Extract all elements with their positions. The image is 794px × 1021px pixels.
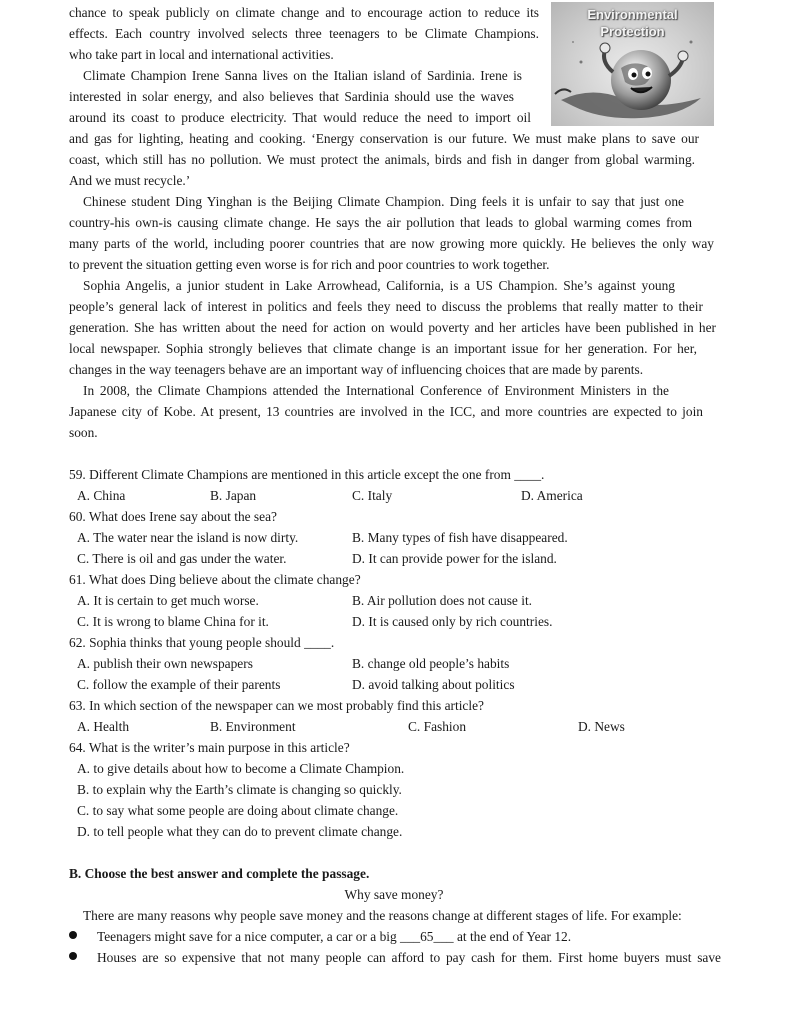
passage-line: Climate Champion Irene Sanna lives on the Italian island of Sardinia. Irene is	[83, 68, 522, 83]
passage-line: Sophia Angelis, a junior student in Lake Arrowhead, California, is a US Champion. She’s against young	[83, 278, 675, 293]
passage-line: who take part in local and international activities.	[69, 47, 334, 62]
passage-line: many parts of the world, including poorer countries that are now growing more quickly. He believes the only way	[69, 236, 714, 251]
section-b-title: Why save money?	[344, 887, 444, 902]
figure-title-line2: Protection	[600, 24, 665, 39]
q62-option-b[interactable]: B. change old people’s habits	[352, 656, 510, 671]
q59-option-b[interactable]: B. Japan	[210, 488, 257, 503]
q63-option-d[interactable]: D. News	[578, 719, 625, 734]
passage-line: chance to speak publicly on climate change and to encourage action to reduce its	[69, 5, 539, 20]
q59-option-a[interactable]: A. China	[77, 488, 126, 503]
passage-line: country-his own-is causing climate change. He says the air pollution that leads to global warming comes from	[69, 215, 692, 230]
question-59-stem: 59. Different Climate Champions are mentioned in this article except the one from ____.	[69, 467, 545, 482]
passage-line: effects. Each country involved selects three teenagers to be Climate Champions.	[69, 26, 539, 41]
q63-option-b[interactable]: B. Environment	[210, 719, 296, 734]
question-63-stem: 63. In which section of the newspaper can we most probably find this article?	[69, 698, 484, 713]
passage-line: And we must recycle.’	[69, 173, 191, 188]
section-b-bullet-1: Teenagers might save for a nice computer, a car or a big ___65___ at the end of Year 12.	[97, 929, 572, 944]
question-64-stem: 64. What is the writer’s main purpose in this article?	[69, 740, 350, 755]
q59-option-c[interactable]: C. Italy	[352, 488, 393, 503]
passage-line: coast, which still has no pollution. We must protect the animals, birds and fish in danger from global warming.	[69, 152, 695, 167]
q62-option-d[interactable]: D. avoid talking about politics	[352, 677, 515, 692]
q60-option-a[interactable]: A. The water near the island is now dirty.	[77, 530, 299, 545]
q62-option-a[interactable]: A. publish their own newspapers	[77, 656, 253, 671]
section-b-heading: B. Choose the best answer and complete the passage.	[69, 866, 370, 881]
section-b-intro: There are many reasons why people save money and the reasons change at different stages of life. For example:	[83, 908, 682, 923]
q61-option-b[interactable]: B. Air pollution does not cause it.	[352, 593, 533, 608]
passage-line: generation. She has written about the need for action on would poverty and her articles have been published in her	[69, 320, 716, 335]
q61-option-c[interactable]: C. It is wrong to blame China for it.	[77, 614, 269, 629]
passage-line: soon.	[69, 425, 98, 440]
q61-option-a[interactable]: A. It is certain to get much worse.	[77, 593, 259, 608]
q59-option-d[interactable]: D. America	[521, 488, 583, 503]
q60-option-c[interactable]: C. There is oil and gas under the water.	[77, 551, 287, 566]
q64-option-a[interactable]: A. to give details about how to become a Climate Champion.	[77, 761, 405, 776]
q60-option-b[interactable]: B. Many types of fish have disappeared.	[352, 530, 568, 545]
passage-line: Japanese city of Kobe. At present, 13 countries are involved in the ICC, and more countries are expected to join	[69, 404, 703, 419]
question-61-stem: 61. What does Ding believe about the climate change?	[69, 572, 361, 587]
question-62-stem: 62. Sophia thinks that young people should ____.	[69, 635, 335, 650]
q62-option-c[interactable]: C. follow the example of their parents	[77, 677, 281, 692]
passage-line: In 2008, the Climate Champions attended the International Conference of Environment Ministers in the	[83, 383, 669, 398]
passage-line: changes in the way teenagers behave are an important way of influencing choices that are made by parents.	[69, 362, 644, 377]
passage-line: Chinese student Ding Yinghan is the Beijing Climate Champion. Ding feels it is unfair to say that just one	[83, 194, 684, 209]
section-b-bullet-2: Houses are so expensive that not many people can afford to pay cash for them. First home buyers must save	[97, 950, 721, 965]
q61-option-d[interactable]: D. It is caused only by rich countries.	[352, 614, 553, 629]
q63-option-c[interactable]: C. Fashion	[408, 719, 467, 734]
figure-title-line1: Environmental	[587, 7, 678, 22]
passage-line: local newspaper. Sophia strongly believes that climate change is an important issue for her generation. For her,	[69, 341, 697, 356]
q63-option-a[interactable]: A. Health	[77, 719, 130, 734]
passage-line: interested in solar energy, and also believes that Sardinia should use the waves	[69, 89, 514, 104]
passage-line: and gas for lighting, heating and cooking. ‘Energy conservation is our future. We must make plans to save our	[69, 131, 699, 146]
q64-option-c[interactable]: C. to say what some people are doing about climate change.	[77, 803, 399, 818]
q60-option-d[interactable]: D. It can provide power for the island.	[352, 551, 557, 566]
q64-option-d[interactable]: D. to tell people what they can do to prevent climate change.	[77, 824, 403, 839]
passage-line: around its coast to produce electricity. That would reduce the need to import oil	[69, 110, 531, 125]
question-60-stem: 60. What does Irene say about the sea?	[69, 509, 277, 524]
bullet-icon	[69, 931, 77, 939]
bullet-icon	[69, 952, 77, 960]
globe-mascot-icon	[551, 2, 714, 126]
q64-option-b[interactable]: B. to explain why the Earth’s climate is changing so quickly.	[77, 782, 402, 797]
passage-line: people’s general lack of interest in politics and feels they need to discuss the problems that really matter to their	[69, 299, 703, 314]
environmental-protection-figure	[551, 2, 714, 126]
passage-line: to prevent the situation getting even worse is for rich and poor countries to work together.	[69, 257, 550, 272]
